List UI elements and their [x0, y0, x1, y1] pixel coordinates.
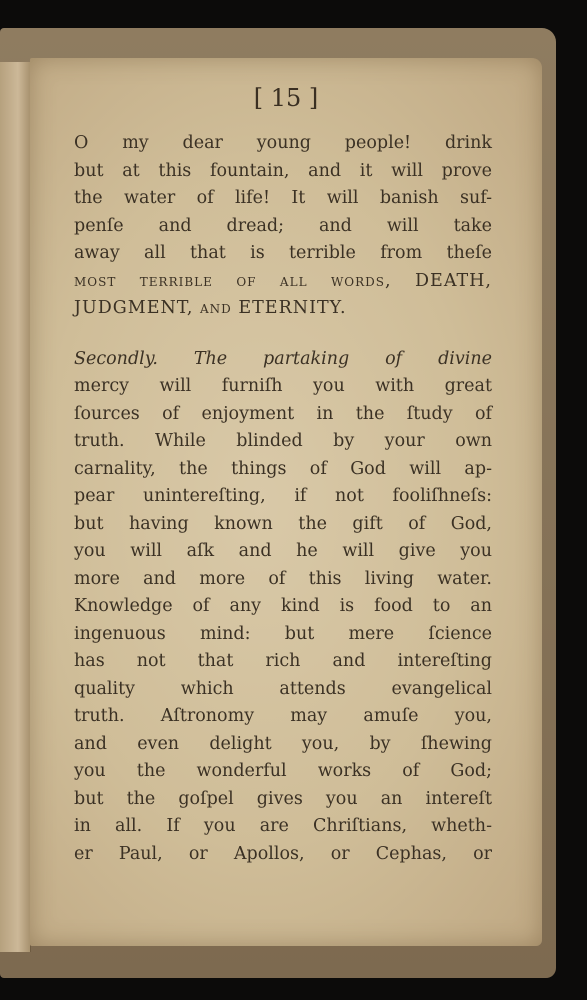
paragraph-gap — [74, 323, 492, 346]
text-line: Secondly. The partaking of divine — [74, 348, 492, 369]
text-line: truth. Aſtronomy may amuſe you, — [74, 706, 492, 726]
facing-page-edge — [0, 62, 31, 952]
page-number: [ 15 ] — [253, 84, 319, 112]
book-page — [30, 58, 542, 946]
text-line: penſe and dread; and will take — [74, 215, 492, 236]
page-text — [74, 130, 492, 868]
text-line: O my dear young people! drink — [74, 133, 492, 153]
text-line: er Paul, or Apollos, or Cephas, or — [74, 843, 492, 864]
text-line: ingenuous mind: but mere ſcience — [74, 623, 492, 644]
text-line: pear unintereſting, if not fooliſhneſs: — [74, 486, 492, 506]
text-line: you will aſk and he will give you — [74, 541, 492, 561]
text-line: ſources of enjoyment in the ſtudy of — [74, 403, 492, 424]
text-line: the water of life! It will banish suf- — [74, 188, 492, 208]
text-line: moſt terrible of all words, DEATH, — [74, 270, 492, 291]
text-line: but the goſpel gives you an intereſt — [74, 788, 492, 809]
text-line: truth. While blinded by your own — [74, 431, 492, 451]
text-line: has not that rich and intereſting — [74, 651, 492, 671]
text-line: and even delight you, by ſhewing — [74, 733, 492, 754]
text-line: JUDGMENT, and ETERNITY. — [74, 298, 347, 318]
text-line: away all that is terrible from theſe — [74, 243, 492, 263]
text-line: more and more of this living water. — [74, 568, 492, 589]
text-line: but having known the gift of God, — [74, 513, 492, 534]
text-line: in all. If you are Chriſtians, wheth- — [74, 816, 492, 836]
text-line: mercy will furniſh you with great — [74, 376, 492, 396]
text-line: carnality, the things of God will ap- — [74, 458, 492, 479]
text-line: quality which attends evangelical — [74, 678, 492, 699]
text-line: Knowledge of any kind is food to an — [74, 596, 492, 616]
text-line: you the wonderful works of God; — [74, 761, 492, 781]
text-line: but at this fountain, and it will prove — [74, 160, 492, 181]
